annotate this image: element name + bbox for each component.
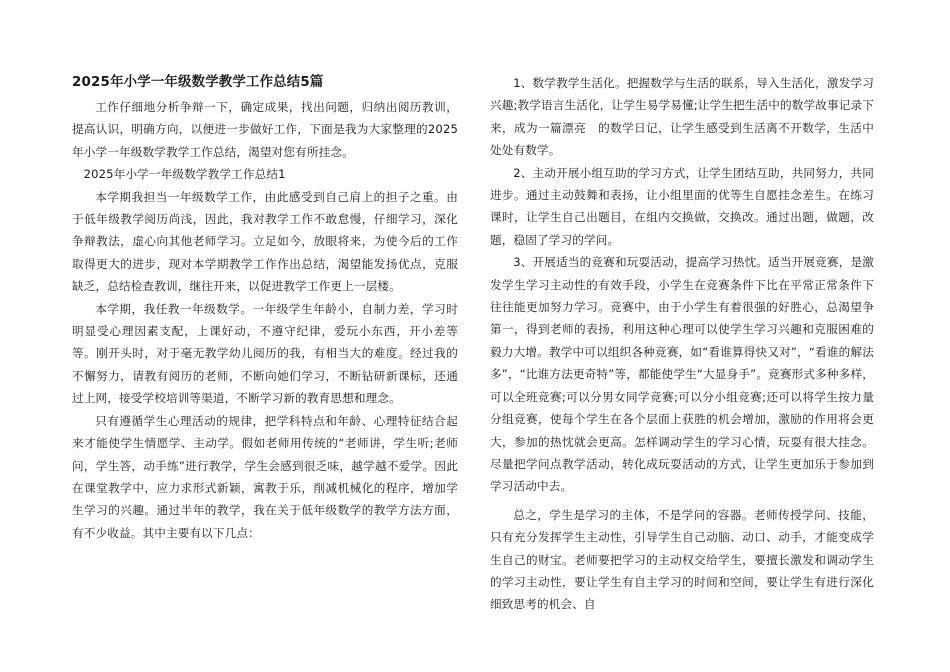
list-item-3: 3、开展适当的竞赛和玩耍活动，提高学习热忱。适当开展竞赛，是激发学生学习主动性的有效手段，小学生在竞赛条件下比在平常正常条件下往往能更加努力学习。竞赛中，由于小学生有着很强的好胜心，总渴望争第一，得到老师的表扬，利用这种心理可以使学生学习兴趣和克服困难的毅力大增。教学中可以组织各种竞赛，如“看谁算得快又对”，“看谁的解法多”，“比谁方法更奇特”等，都能使学生“大显身手”。竞赛形式多种多样，可以全班竞赛;可以分男女同学竞赛;可以分小组竞赛;还可以将学生按力量分组竞赛，使每个学生在各个层面上获胜的机会增加，激励的作用将会更大，参加的热忱就会更高。怎样调动学生的学习心情，玩耍有很大挂念。尽量把学问点教学活动，转化成玩耍活动的方式，让学生更加乐于参加到学习活动中去。 — [490, 255, 874, 494]
document-title: 2025年小学一年级数学教学工作总结5篇 — [72, 75, 324, 90]
intro-paragraph: 工作仔细地分析争辩一下，确定成果，找出问题，归纳出阅历教训，提高认识，明确方向，以便进一步做好工作，下面是我为大家整理的2025年小学一年级数学教学工作总结，渴望对您有所挂念。 — [72, 100, 458, 159]
body-paragraph-1: 本学期我担当一年级数学工作，由此感受到自己肩上的担子之重。由于低年级教学阅历尚浅，因此，我对教学工作不敢怠慢，仔细学习，深化争辩教法，虚心向其他老师学习。立足如今，放眼将来，为使今后的工作取得更大的进步，现对本学期教学工作作出总结，渴望能发扬优点，克服缺乏，总结检查教训，继往开来，以促进教学工作更上一层楼。 — [72, 189, 458, 294]
list-item-1: 1、数学教学生活化。把握数学与生活的联系，导入生活化，激发学习兴趣;教学语言生活化，让学生易学易懂;让学生把生活中的数学故事记录下来，成为一篇漂亮 的数学日记，让学生感受到生活离不开数学，生活中处处有数学。 — [490, 76, 874, 158]
list-item-2: 2、主动开展小组互助的学习方式，让学生团结互助，共同努力，共同进步。通过主动鼓舞和表扬，让小组里面的优等生自愿挂念差生。在练习课时，让学生自己出题目，在组内交换做，交换改。通过出题，做题，改题，稳固了学习的学问。 — [490, 165, 874, 247]
body-paragraph-2: 本学期，我任教一年级数学。一年级学生年龄小，自制力差，学习时明显受心理因素支配，上课好动，不遵守纪律，爱玩小东西，开小差等等。刚开头时，对于毫无教学幼儿阅历的我，有相当大的难度。经过我的不懈努力，请教有阅历的老师，不断向她们学习，不断钻研新课标，还通过上网，接受学校培训等渠道，不断学习新的教育思想和理念。 — [72, 301, 458, 406]
summary-paragraph: 总之，学生是学习的主体，不是学问的容器。老师传授学问、技能，只有充分发挥学生主动性，引导学生自己动脑、动口、动手，才能变成学生自己的财宝。老师要把学习的主动权交给学生，要擅长激发和调动学生的学习主动性，要让学生有自主学习的时间和空间，要让学生有进行深化细致思考的机会、自 — [490, 507, 874, 612]
body-paragraph-3: 只有遵循学生心理活动的规律，把学科特点和年龄、心理特征结合起来才能使学生情愿学、主动学。假如老师用传统的“老师讲，学生听;老师问，学生答，动手练”进行教学，学生会感到很乏味，越学越不爱学。因此在课堂教学中，应力求形式新颖，寓教于乐，削减机械化的程序，增加学生学习的兴趣。通过半年的教学，我在关于低年级数学的教学方法方面，有不少收益。其中主要有以下几点： — [72, 413, 458, 540]
right-column — [490, 72, 874, 616]
left-column — [72, 72, 458, 544]
section-heading: 2025年小学一年级数学教学工作总结1 — [83, 167, 286, 182]
